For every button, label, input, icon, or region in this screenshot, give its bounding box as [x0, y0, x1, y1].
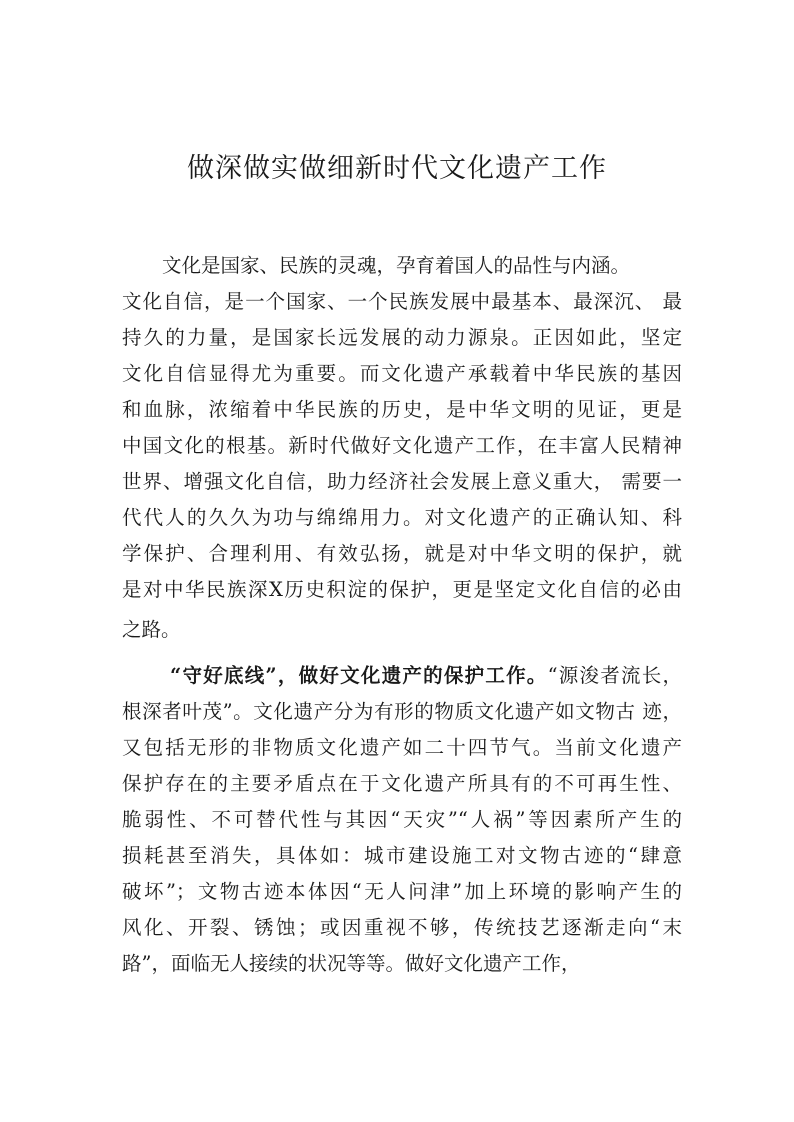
paragraph-1-line-1: 文化是国家、民族的灵魂，孕育着国人的品性与内涵。: [162, 254, 631, 277]
paragraph-2-line-9: 路”，面临无人接续的状况等等。做好文化遗产工作，: [122, 952, 581, 975]
paragraph-2-line-3: 又包括无形的非物质文化遗产如二十四节气。当前文化遗产: [122, 736, 682, 759]
paragraph-1-line-6: 中国文化的根基。新时代做好文化遗产工作，在丰富人民精神: [122, 434, 682, 457]
paragraph-1-line-2: 文化自信，是一个国家、一个民族发展中最基本、最深沉、 最: [122, 290, 682, 313]
paragraph-2-line-1: [170, 664, 682, 688]
paragraph-1-line-7: 世界、增强文化自信，助力经济社会发展上意义重大， 需要一: [122, 470, 682, 493]
document-title: 做深做实做细新时代文化遗产工作: [187, 153, 607, 184]
paragraph-1-line-11: 之路。: [122, 618, 181, 641]
paragraph-1-line-10: 是对中华民族深X历史积淀的保护，更是坚定文化自信的必由: [122, 578, 682, 601]
paragraph-2-line-7: 破坏”；文物古迹本体因“无人问津”加上环境的影响产生的: [122, 880, 682, 903]
paragraph-1-line-3: 持久的力量，是国家长远发展的动力源泉。正因如此，坚定: [122, 326, 682, 349]
paragraph-1-line-9: 学保护、合理利用、有效弘扬，就是对中华文明的保护，就: [122, 542, 682, 565]
paragraph-1-line-8: 代代人的久久为功与绵绵用力。对文化遗产的正确认知、科: [122, 506, 682, 529]
paragraph-2-line-2: 根深者叶茂”。文化遗产分为有形的物质文化遗产如文物古 迹，: [122, 700, 682, 723]
paragraph-2-line-8: 风化、开裂、锈蚀；或因重视不够，传统技艺逐渐走向“末: [122, 916, 682, 939]
paragraph-2-line-4: 保护存在的主要矛盾点在于文化遗产所具有的不可再生性、: [122, 772, 682, 795]
paragraph-2-line-6: 损耗甚至消失，具体如：城市建设施工对文物古迹的“肆意: [122, 844, 682, 867]
paragraph-2-line-5: 脆弱性、不可替代性与其因“天灾”“人祸”等因素所产生的: [122, 808, 682, 831]
paragraph-1-line-4: 文化自信显得尤为重要。而文化遗产承载着中华民族的基因: [122, 362, 682, 385]
paragraph-2-heading: “守好底线”，做好文化遗产的保护工作。: [170, 664, 548, 687]
paragraph-2-first-line-rest: “源浚者流长，: [547, 664, 682, 687]
paragraph-1-line-5: 和血脉，浓缩着中华民族的历史，是中华文明的见证，更是: [122, 398, 682, 421]
